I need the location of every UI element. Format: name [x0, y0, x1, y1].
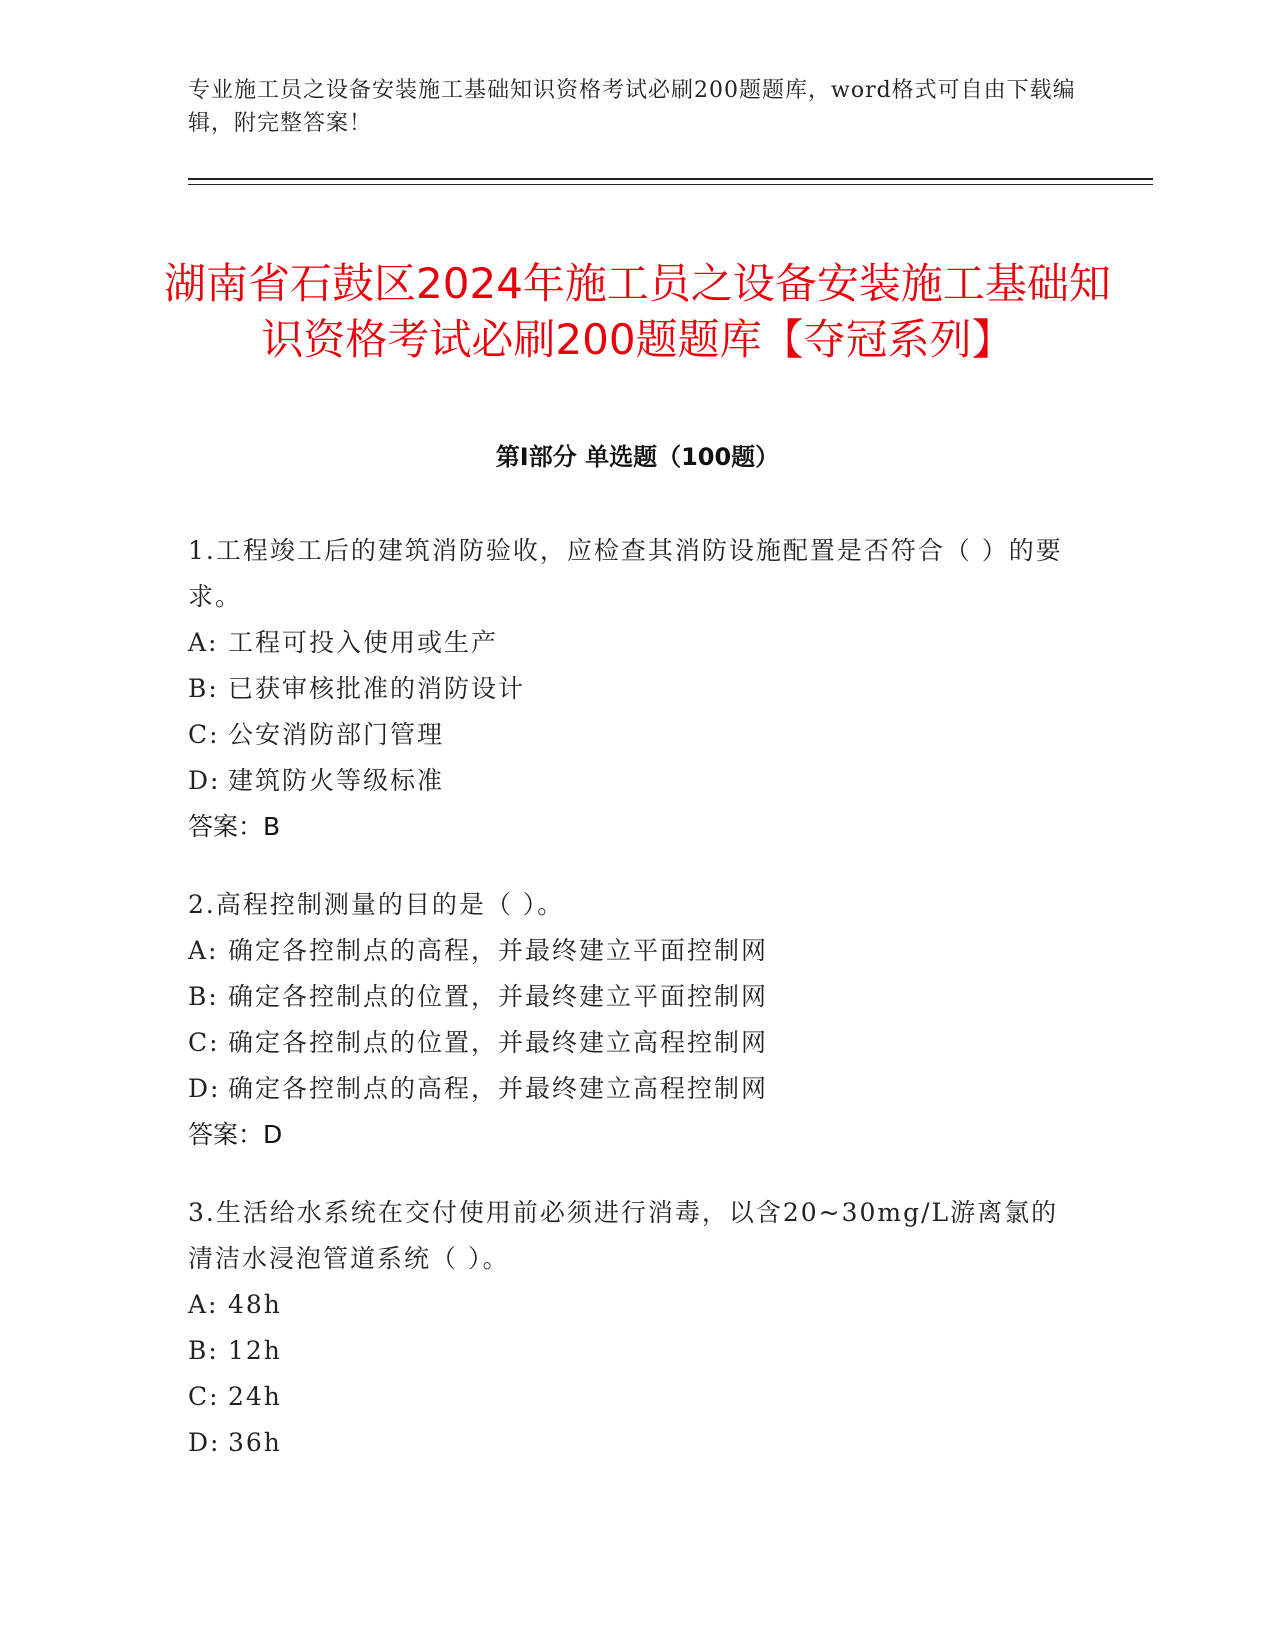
option-label: C:	[188, 1028, 220, 1057]
option-d	[188, 1420, 1068, 1466]
option-d	[188, 758, 1068, 804]
option-b	[188, 974, 1068, 1020]
option-text: 24h	[228, 1382, 282, 1411]
option-text: 48h	[228, 1290, 282, 1319]
option-c	[188, 1020, 1068, 1066]
option-b	[188, 1328, 1068, 1374]
option-label: D:	[188, 1074, 221, 1103]
question-stem: 2.高程控制测量的目的是（ ）。	[188, 890, 565, 919]
question-2	[188, 882, 1068, 1158]
header-divider-thick	[188, 178, 1153, 180]
option-text: 确定各控制点的高程，并最终建立高程控制网	[228, 1074, 769, 1103]
question-stem: 3.生活给水系统在交付使用前必须进行消毒，以含20~30mg/L游离氯的清洁水浸泡管道系统（ ）。	[188, 1198, 1059, 1273]
option-a	[188, 1282, 1068, 1328]
option-label: B:	[188, 982, 219, 1011]
option-text: 已获审核批准的消防设计	[228, 674, 526, 703]
option-text: 确定各控制点的位置，并最终建立平面控制网	[228, 982, 769, 1011]
option-label: A:	[188, 1290, 219, 1319]
option-text: 确定各控制点的高程，并最终建立平面控制网	[228, 936, 769, 965]
option-text: 建筑防火等级标准	[228, 766, 445, 795]
section-heading: 第Ⅰ部分 单选题（100题）	[495, 443, 780, 471]
option-text: 36h	[228, 1428, 282, 1457]
option-label: A:	[188, 628, 219, 657]
document-title: 湖南省石鼓区2024年施工员之设备安装施工基础知识资格考试必刷200题题库【夺冠系列】	[164, 259, 1111, 365]
option-a	[188, 620, 1068, 666]
option-label: D:	[188, 1428, 221, 1457]
option-c	[188, 712, 1068, 758]
option-text: 12h	[228, 1336, 282, 1365]
option-label: C:	[188, 1382, 220, 1411]
option-d	[188, 1066, 1068, 1112]
header-divider-thin	[188, 184, 1153, 185]
option-a	[188, 928, 1068, 974]
option-text: 确定各控制点的位置，并最终建立高程控制网	[228, 1028, 769, 1057]
option-label: B:	[188, 1336, 219, 1365]
question-stem: 1.工程竣工后的建筑消防验收，应检查其消防设施配置是否符合（ ）的要求。	[188, 536, 1063, 611]
option-label: C:	[188, 720, 220, 749]
answer: 答案：B	[188, 812, 281, 841]
question-3	[188, 1190, 1068, 1466]
question-list	[188, 528, 1068, 1498]
option-label: A:	[188, 936, 219, 965]
option-label: D:	[188, 766, 221, 795]
option-b	[188, 666, 1068, 712]
option-text: 公安消防部门管理	[228, 720, 445, 749]
answer: 答案：D	[188, 1120, 283, 1149]
question-1	[188, 528, 1068, 850]
option-label: B:	[188, 674, 219, 703]
header-note: 专业施工员之设备安装施工基础知识资格考试必刷200题题库，word格式可自由下载编辑，附完整答案！	[188, 78, 1076, 136]
option-text: 工程可投入使用或生产	[228, 628, 499, 657]
option-c	[188, 1374, 1068, 1420]
